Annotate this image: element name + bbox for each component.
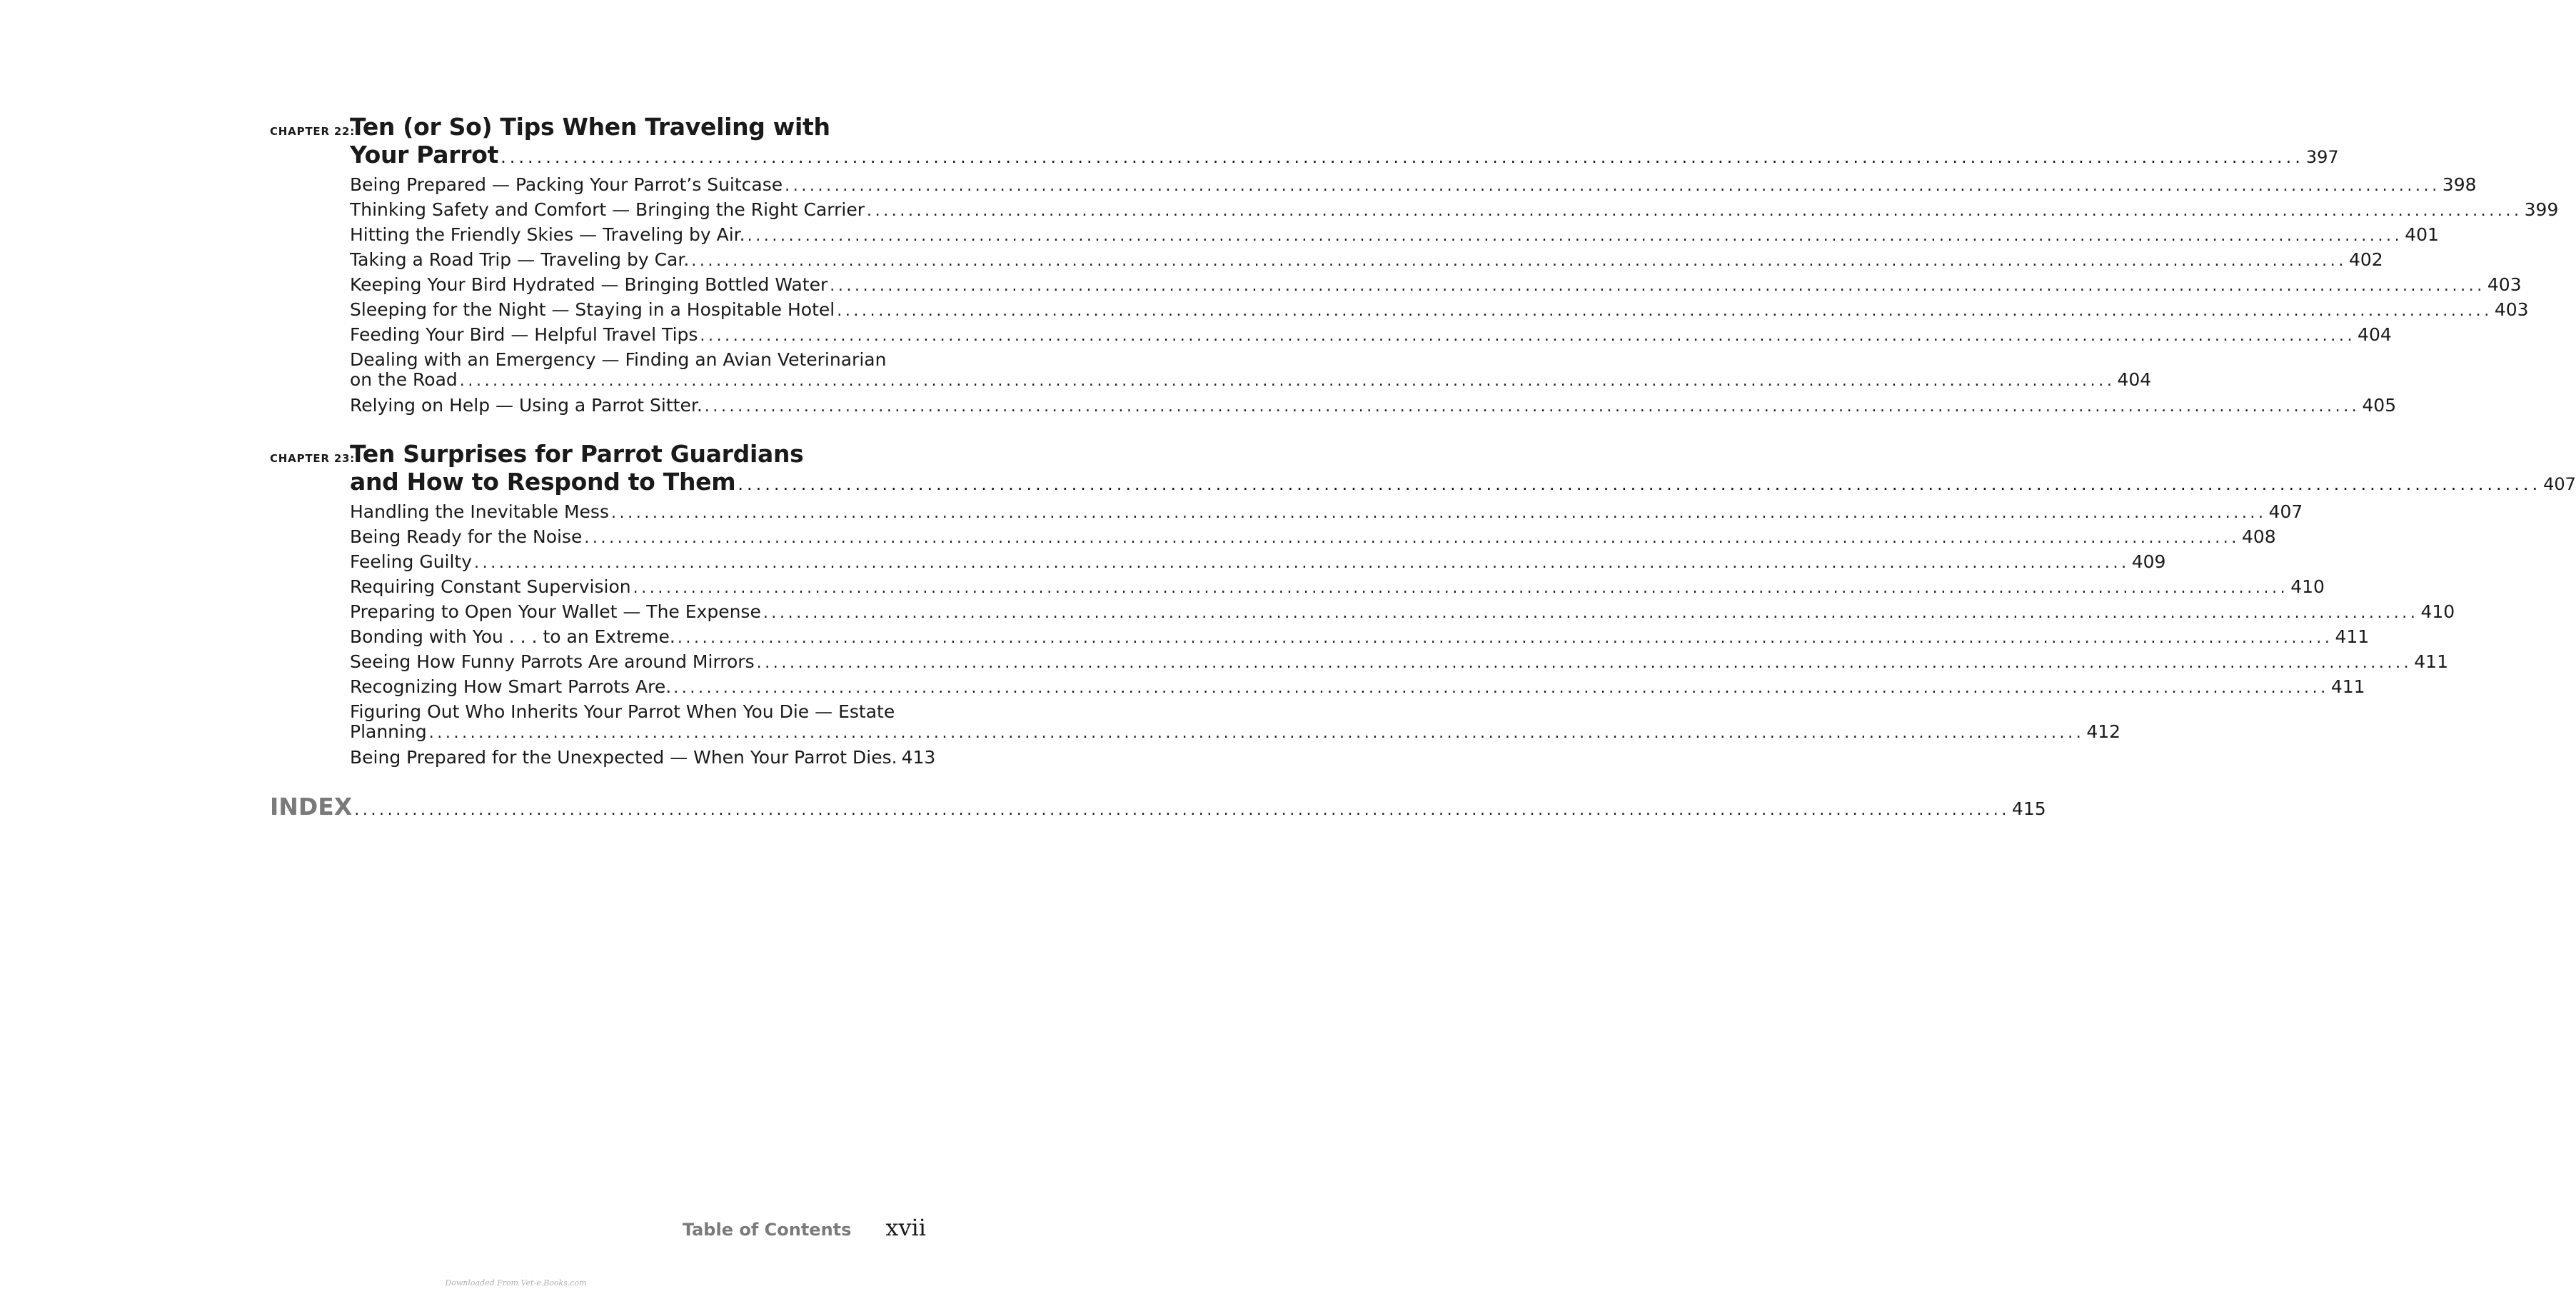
entry-page: 407 <box>2268 501 2303 522</box>
dot-leader: ........................................................................................................................................................................................................ <box>677 629 2333 647</box>
toc-entry[interactable] <box>350 248 2383 273</box>
entry-title: Recognizing How Smart Parrots Are. <box>350 676 672 697</box>
chapter-label: CHAPTER 22: <box>270 125 356 138</box>
dot-leader: ........................................................................................................................................................................................................ <box>763 604 2419 622</box>
toc-entry[interactable] <box>350 223 2439 248</box>
entry-page: 408 <box>2241 526 2276 547</box>
dot-leader: ........................................................................................................................................................................................................ <box>738 474 2542 494</box>
dot-leader: ........................................................................................................................................................................................................ <box>633 579 2289 597</box>
toc-entry[interactable] <box>350 298 2529 323</box>
entry-page: 413 <box>901 747 936 768</box>
toc-entry[interactable] <box>350 323 2392 348</box>
toc-entry[interactable] <box>350 550 2166 575</box>
entry-title-continued: Planning <box>350 721 427 742</box>
entry-page: 403 <box>2494 299 2529 320</box>
chapter-23 <box>270 440 2576 771</box>
entry-title: Dealing with an Emergency — Finding an Avian Veterinarian <box>350 349 887 370</box>
index-entry[interactable] <box>270 792 2046 826</box>
entry-title: Being Prepared for the Unexpected — When Your Parrot Dies. <box>350 747 897 768</box>
entry-page: 398 <box>2442 174 2477 195</box>
entry-title: Feeding Your Bird — Helpful Travel Tips <box>350 324 698 345</box>
chapter-title[interactable]: Ten (or So) Tips When Traveling with <box>350 113 830 141</box>
section-list <box>350 500 2455 771</box>
entry-page: 409 <box>2131 551 2166 572</box>
entry-title: Hitting the Friendly Skies — Traveling by Air. <box>350 224 745 245</box>
entry-page: 405 <box>2362 395 2397 416</box>
chapter-22 <box>270 113 2559 418</box>
toc-entry[interactable] <box>350 625 2370 650</box>
dot-leader: ........................................................................................................................................................................................................ <box>673 679 2329 697</box>
entry-page: 403 <box>2487 274 2522 295</box>
section-list <box>350 173 2559 418</box>
dot-leader: ........................................................................................................................................................................................................ <box>584 529 2240 547</box>
toc-entry[interactable] <box>350 575 2325 600</box>
index-page: 415 <box>2011 798 2046 819</box>
toc-entry[interactable] <box>350 600 2455 625</box>
dot-leader: ........................................................................................................................................................................................................ <box>704 398 2360 416</box>
entry-title: Relying on Help — Using a Parrot Sitter. <box>350 395 703 416</box>
entry-page: 404 <box>2117 369 2152 390</box>
entry-page: 410 <box>2420 601 2455 622</box>
entry-page: 404 <box>2358 324 2392 345</box>
toc-entry[interactable] <box>350 348 2152 393</box>
toc-entry[interactable] <box>350 500 2303 525</box>
dot-leader: ........................................................................................................................................................................................................ <box>474 554 2130 572</box>
entry-title: Requiring Constant Supervision <box>350 576 631 597</box>
toc-entry[interactable] <box>350 173 2477 198</box>
entry-page: 412 <box>2086 721 2121 742</box>
watermark: Downloaded From Vet-e.Books.com <box>445 1278 587 1288</box>
entry-page: 410 <box>2290 576 2325 597</box>
entry-page: 411 <box>2414 651 2448 672</box>
entry-title: Taking a Road Trip — Traveling by Car. <box>350 249 690 270</box>
entry-page: 401 <box>2405 224 2439 245</box>
entry-title: Keeping Your Bird Hydrated — Bringing Bottled Water <box>350 274 828 295</box>
entry-page: 399 <box>2524 199 2559 220</box>
index-label: INDEX <box>270 793 353 821</box>
dot-leader: ........................................................................................................................................................................................................ <box>867 202 2522 220</box>
entry-title: Being Prepared — Packing Your Parrot’s Suitcase <box>350 174 783 195</box>
dot-leader: ........................................................................................................................................................................................................ <box>830 277 2485 295</box>
entry-page: 411 <box>2330 676 2365 697</box>
chapter-label: CHAPTER 23: <box>270 452 356 465</box>
chapter-title-row[interactable] <box>350 141 2339 171</box>
toc-entry[interactable] <box>350 675 2365 700</box>
chapter-page-number: 407 <box>2543 474 2576 494</box>
toc-entry[interactable] <box>350 746 936 771</box>
chapter-title[interactable]: Ten Surprises for Parrot Guardians <box>350 440 804 468</box>
dot-leader: ........................................................................................................................................................................................................ <box>691 252 2347 270</box>
chapter-title-row[interactable] <box>350 468 2576 498</box>
entry-title: Preparing to Open Your Wallet — The Expense <box>350 601 761 622</box>
dot-leader: ........................................................................................................................................................................................................ <box>500 147 2304 167</box>
entry-title: Thinking Safety and Comfort — Bringing the Right Carrier <box>350 199 865 220</box>
chapter-title-continued: and How to Respond to Them <box>350 468 736 496</box>
dot-leader: ........................................................................................................................................................................................................ <box>700 327 2356 345</box>
table-of-contents <box>270 113 2576 826</box>
dot-leader: ........................................................................................................................................................................................................ <box>837 302 2492 320</box>
dot-leader: ........................................................................................................................................................................................................ <box>756 654 2413 672</box>
dot-leader: ........................................................................................................................................................................................................ <box>428 724 2085 742</box>
entry-title: Feeling Guilty <box>350 551 473 572</box>
entry-page: 402 <box>2348 249 2383 270</box>
entry-title-continued: on the Road <box>350 369 458 390</box>
toc-entry[interactable] <box>350 198 2559 223</box>
entry-title: Being Ready for the Noise <box>350 526 583 547</box>
toc-entry[interactable] <box>350 273 2522 298</box>
entry-title: Figuring Out Who Inherits Your Parrot When You Die — Estate <box>350 701 895 722</box>
entry-title: Handling the Inevitable Mess <box>350 501 609 522</box>
toc-entry[interactable] <box>350 393 2397 418</box>
toc-entry[interactable] <box>350 650 2448 675</box>
page-footer <box>683 1214 926 1241</box>
entry-title: Seeing How Funny Parrots Are around Mirrors <box>350 651 755 672</box>
running-footer-label: Table of Contents <box>682 1220 852 1240</box>
dot-leader: ........................................................................................................................................................................................................ <box>785 177 2440 195</box>
dot-leader: ........................................................................................................................................................................................................ <box>747 227 2403 245</box>
entry-page: 411 <box>2335 626 2370 647</box>
chapter-page-number: 397 <box>2305 147 2339 167</box>
page-number: xvii <box>885 1214 926 1241</box>
dot-leader: ........................................................................................................................................................................................................ <box>354 801 2010 819</box>
entry-title: Sleeping for the Night — Staying in a Hospitable Hotel <box>350 299 835 320</box>
dot-leader: ........................................................................................................................................................................................................ <box>610 504 2267 522</box>
toc-entry[interactable] <box>350 700 2121 746</box>
chapter-title-continued: Your Parrot <box>350 141 499 169</box>
dot-leader: ........................................................................................................................................................................................................ <box>459 372 2115 390</box>
toc-entry[interactable] <box>350 525 2276 550</box>
entry-title: Bonding with You . . . to an Extreme. <box>350 626 675 647</box>
